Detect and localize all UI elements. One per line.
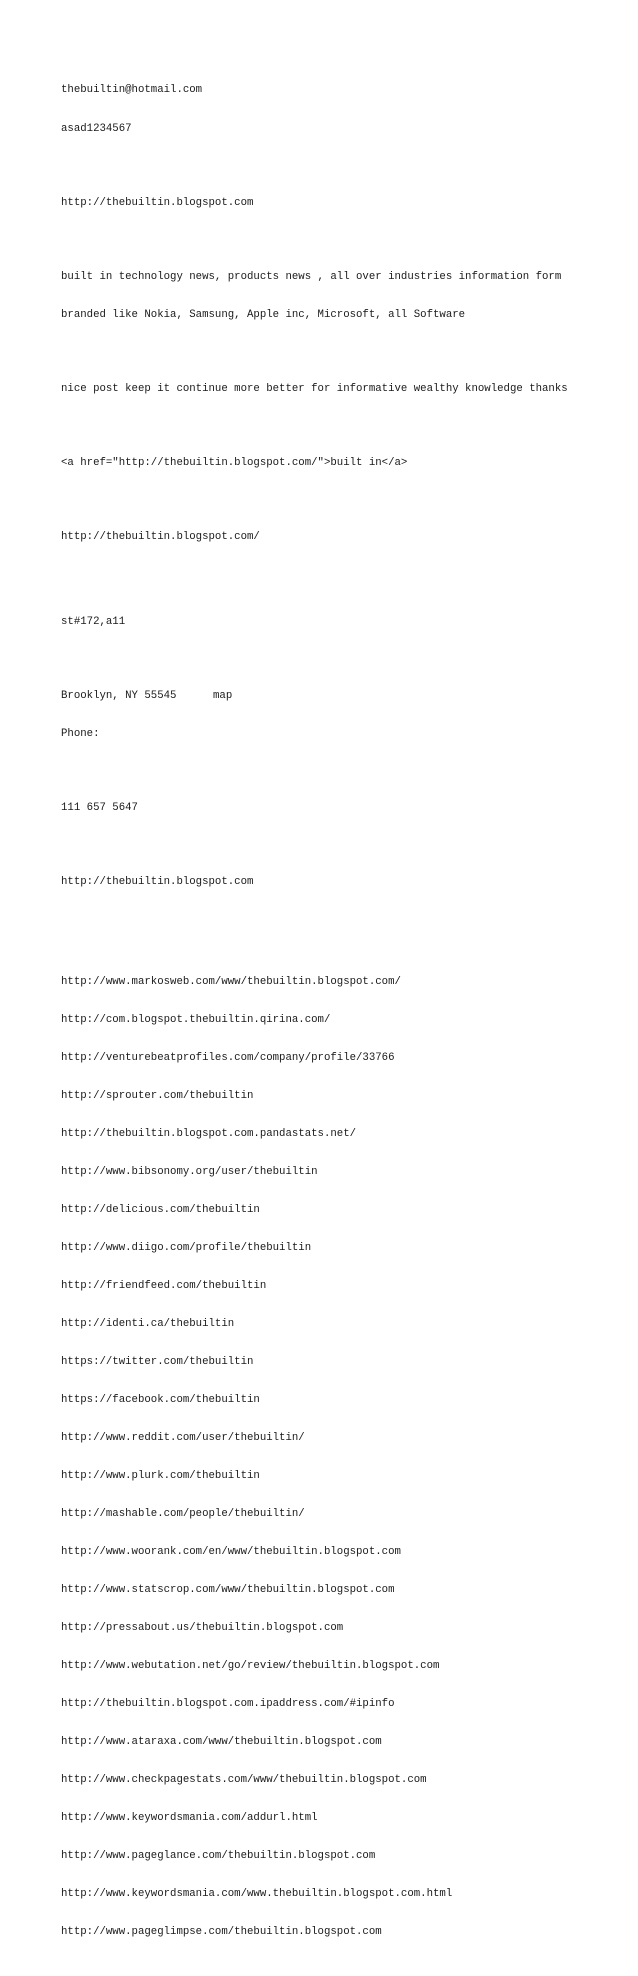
list-item: http://mashable.com/people/thebuiltin/ bbox=[61, 1507, 305, 1520]
backlink-list bbox=[61, 950, 621, 1963]
spacer bbox=[61, 766, 621, 777]
description-line-2: branded like Nokia, Samsung, Apple inc, Microsoft, all Software bbox=[61, 308, 466, 321]
list-item: http://friendfeed.com/thebuiltin bbox=[61, 1279, 267, 1292]
list-item: http://www.diigo.com/profile/thebuiltin bbox=[61, 1241, 312, 1254]
description-line-1: built in technology news, products news , all over industries information form bbox=[61, 270, 562, 283]
street-text: st#172,a11 bbox=[61, 616, 126, 629]
list-item: http://www.webutation.net/go/review/thebuiltin.blogspot.com bbox=[61, 1659, 440, 1672]
list-item: http://www.checkpagestats.com/www/thebuiltin.blogspot.com bbox=[61, 1773, 427, 1786]
list-item: http://www.bibsonomy.org/user/thebuiltin bbox=[61, 1165, 318, 1178]
phone-label: Phone: bbox=[61, 728, 100, 741]
list-item: http://com.blogspot.thebuiltin.qirina.com/ bbox=[61, 1013, 331, 1026]
list-item: http://www.ataraxa.com/www/thebuiltin.blogspot.com bbox=[61, 1735, 382, 1748]
list-item: http://www.keywordsmania.com/addurl.html bbox=[61, 1811, 318, 1824]
spacer bbox=[61, 569, 621, 591]
spacer bbox=[61, 347, 621, 358]
list-item: http://www.plurk.com/thebuiltin bbox=[61, 1469, 260, 1482]
map-link[interactable]: map bbox=[213, 690, 233, 703]
list-item: http://www.pageglance.com/thebuiltin.blogspot.com bbox=[61, 1849, 376, 1862]
list-item: http://www.keywordsmania.com/www.thebuiltin.blogspot.com.html bbox=[61, 1887, 453, 1900]
spacer bbox=[61, 161, 621, 172]
spacer bbox=[61, 421, 621, 432]
spacer bbox=[61, 495, 621, 506]
list-item: http://sprouter.com/thebuiltin bbox=[61, 1089, 254, 1102]
list-item: http://identi.ca/thebuiltin bbox=[61, 1317, 235, 1330]
list-item: http://www.markosweb.com/www/thebuiltin.blogspot.com/ bbox=[61, 975, 401, 988]
list-item: http://www.woorank.com/en/www/thebuiltin.blogspot.com bbox=[61, 1545, 401, 1558]
password-text: asad1234567 bbox=[61, 122, 132, 135]
list-item: http://www.reddit.com/user/thebuiltin/ bbox=[61, 1431, 305, 1444]
document-page bbox=[61, 59, 621, 1976]
site-url-text: http://thebuiltin.blogspot.com bbox=[61, 196, 254, 209]
spacer bbox=[61, 914, 621, 925]
spacer bbox=[61, 840, 621, 851]
anchor-html-text: <a href="http://thebuiltin.blogspot.com/">built in</a> bbox=[61, 456, 408, 469]
list-item: http://delicious.com/thebuiltin bbox=[61, 1203, 260, 1216]
spacer bbox=[61, 654, 621, 665]
city-row bbox=[61, 690, 621, 703]
list-item: http://thebuiltin.blogspot.com.ipaddress.com/#ipinfo bbox=[61, 1697, 395, 1710]
list-item: http://thebuiltin.blogspot.com.pandastats.net/ bbox=[61, 1127, 357, 1140]
city-text: Brooklyn, NY 55545 bbox=[61, 690, 177, 703]
email-text: thebuiltin@hotmail.com bbox=[61, 84, 203, 97]
list-item: https://twitter.com/thebuiltin bbox=[61, 1355, 254, 1368]
site-url-repeat-text: http://thebuiltin.blogspot.com bbox=[61, 876, 254, 889]
spacer bbox=[61, 235, 621, 246]
list-item: http://www.statscrop.com/www/thebuiltin.blogspot.com bbox=[61, 1583, 395, 1596]
list-item: http://venturebeatprofiles.com/company/profile/33766 bbox=[61, 1051, 395, 1064]
list-item: http://www.pageglimpse.com/thebuiltin.blogspot.com bbox=[61, 1925, 382, 1938]
list-item: http://pressabout.us/thebuiltin.blogspot.com bbox=[61, 1621, 344, 1634]
site-url-slash-text: http://thebuiltin.blogspot.com/ bbox=[61, 530, 260, 543]
phone-number: 111 657 5647 bbox=[61, 802, 138, 815]
comment-text: nice post keep it continue more better for informative wealthy knowledge thanks bbox=[61, 382, 568, 395]
list-item: https://facebook.com/thebuiltin bbox=[61, 1393, 260, 1406]
